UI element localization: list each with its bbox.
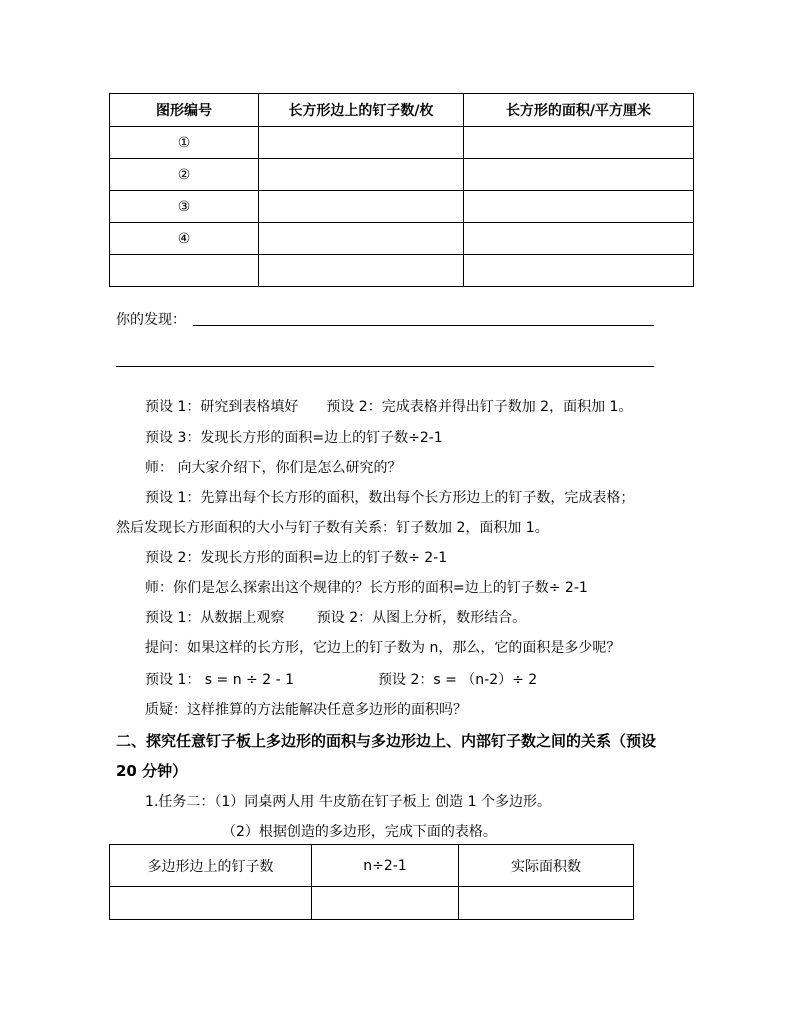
table-row bbox=[110, 159, 694, 191]
table-header-row bbox=[110, 94, 694, 127]
discovery-label: 你的发现： bbox=[116, 312, 186, 328]
nails-input-cell[interactable] bbox=[259, 159, 464, 191]
area-input-cell[interactable] bbox=[464, 159, 694, 191]
nails-input-cell[interactable] bbox=[110, 887, 312, 920]
section-title-continued: 20 分钟） bbox=[116, 762, 188, 780]
shape-number-cell: ② bbox=[110, 159, 259, 191]
doubt-line: 质疑：这样推算的方法能解决任意多边形的面积吗？ bbox=[145, 702, 467, 718]
header-formula: n÷2-1 bbox=[312, 845, 459, 887]
teacher-line: 师：你们是怎么探索出这个规律的？长方形的面积=边上的钉子数÷ 2-1 bbox=[145, 580, 588, 596]
header-nails-on-polygon-edge: 多边形边上的钉子数 bbox=[110, 845, 312, 887]
table-row bbox=[110, 887, 634, 920]
area-input-cell[interactable] bbox=[464, 127, 694, 159]
area-input-cell[interactable] bbox=[464, 255, 694, 287]
section-title: 二、探究任意钉子板上多边形的面积与多边形边上、内部钉子数之间的关系（预设 bbox=[116, 732, 657, 750]
table-row bbox=[110, 223, 694, 255]
discovery-answer-line-2[interactable] bbox=[116, 366, 654, 367]
task-line: 1.任务二：（1）同桌两人用 牛皮筋在钉子板上 创造 1 个多边形。 bbox=[145, 794, 551, 810]
discovery-answer-line-1[interactable] bbox=[193, 325, 654, 326]
area-input-cell[interactable] bbox=[464, 191, 694, 223]
nails-input-cell[interactable] bbox=[259, 191, 464, 223]
header-shape-number: 图形编号 bbox=[110, 94, 259, 127]
area-input-cell[interactable] bbox=[459, 887, 634, 920]
shape-number-cell: ④ bbox=[110, 223, 259, 255]
nails-input-cell[interactable] bbox=[259, 255, 464, 287]
formula-input-cell[interactable] bbox=[312, 887, 459, 920]
teacher-line: 师： 向大家介绍下，你们是怎么研究的？ bbox=[145, 460, 402, 476]
nail-count-area-table bbox=[109, 93, 694, 287]
preset-line: 预设 3：发现长方形的面积=边上的钉子数÷2-1 bbox=[145, 430, 443, 446]
task-line: （2）根据创造的多边形，完成下面的表格。 bbox=[222, 824, 497, 840]
shape-number-cell: ③ bbox=[110, 191, 259, 223]
nails-input-cell[interactable] bbox=[259, 223, 464, 255]
header-actual-area: 实际面积数 bbox=[459, 845, 634, 887]
question-line: 提问：如果这样的长方形，它边上的钉子数为 n，那么，它的面积是多少呢？ bbox=[145, 640, 621, 656]
table-row bbox=[110, 127, 694, 159]
preset-line: 预设 1：先算出每个长方形的面积，数出每个长方形边上的钉子数，完成表格； bbox=[145, 490, 635, 506]
shape-number-cell: ① bbox=[110, 127, 259, 159]
preset-line: 预设 1：从数据上观察 预设 2：从图上分析，数形结合。 bbox=[145, 610, 527, 626]
header-nails-on-edge: 长方形边上的钉子数/枚 bbox=[259, 94, 464, 127]
area-input-cell[interactable] bbox=[464, 223, 694, 255]
preset-line: 预设 1：研究到表格填好 预设 2：完成表格并得出钉子数加 2，面积加 1。 bbox=[145, 399, 633, 415]
table-header-row bbox=[110, 845, 634, 887]
preset-line-continued: 然后发现长方形面积的大小与钉子数有关系：钉子数加 2，面积加 1。 bbox=[116, 520, 549, 536]
preset-line: 预设 2：发现长方形的面积=边上的钉子数÷ 2-1 bbox=[145, 550, 448, 566]
table-row bbox=[110, 255, 694, 287]
polygon-table bbox=[109, 844, 634, 920]
preset-formula-line: 预设 1： s = n ÷ 2 - 1 预设 2：s = （n-2）÷ 2 bbox=[145, 672, 538, 688]
table-row bbox=[110, 191, 694, 223]
nails-input-cell[interactable] bbox=[259, 127, 464, 159]
header-rectangle-area: 长方形的面积/平方厘米 bbox=[464, 94, 694, 127]
shape-number-cell[interactable] bbox=[110, 255, 259, 287]
